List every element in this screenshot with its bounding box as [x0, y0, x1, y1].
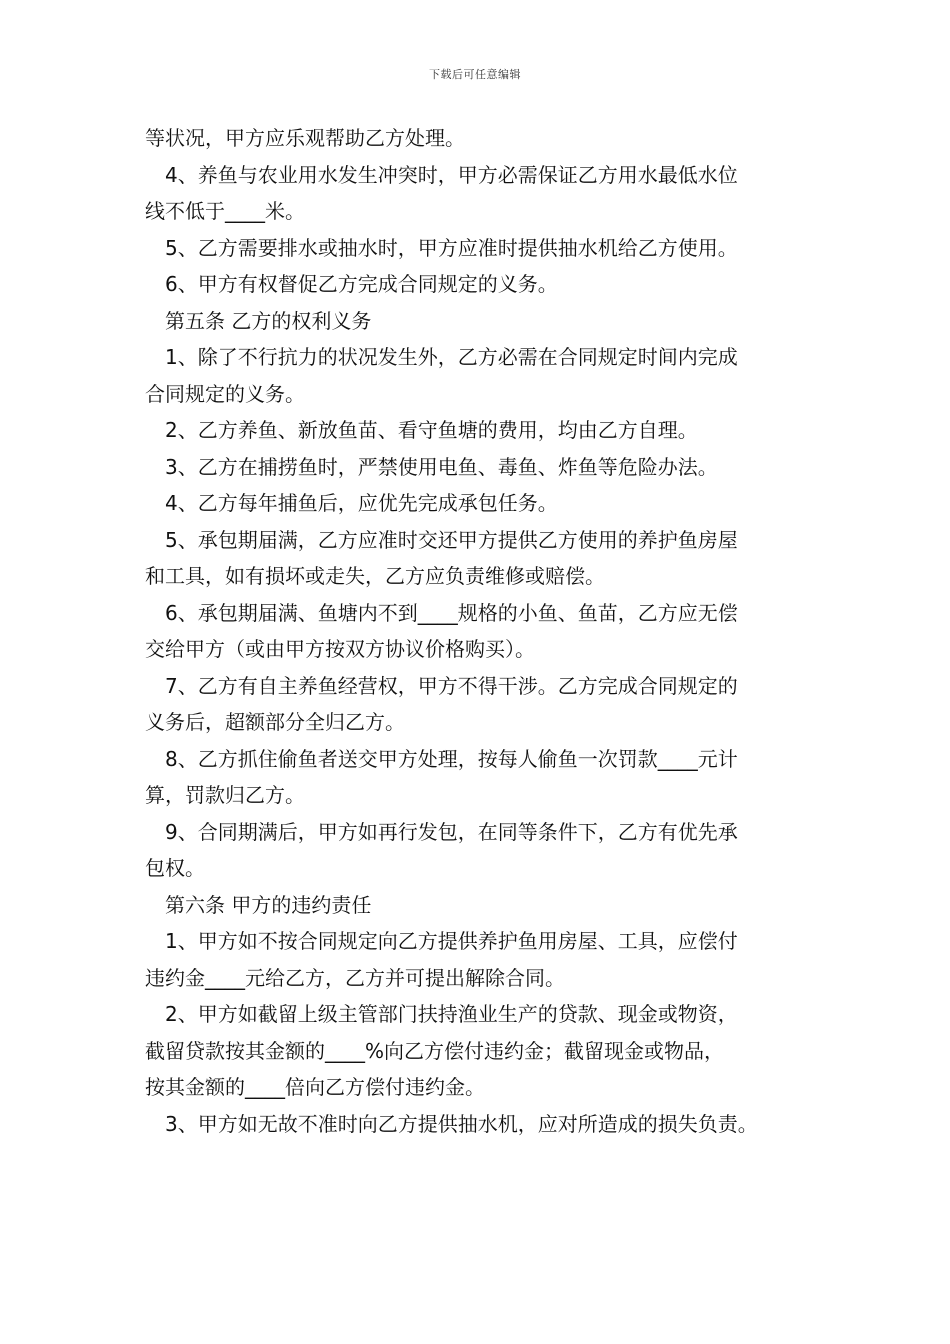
text-line: 6、承包期届满、鱼塘内不到____规格的小鱼、鱼苗，乙方应无偿	[165, 600, 738, 625]
text-line: 6、甲方有权督促乙方完成合同规定的义务。	[165, 272, 558, 296]
text-line: 按其金额的____倍向乙方偿付违约金。	[145, 1075, 485, 1099]
text-line: 8、乙方抓住偷鱼者送交甲方处理，按每人偷鱼一次罚款____元计	[165, 746, 738, 771]
text-line: 2、乙方养鱼、新放鱼苗、看守鱼塘的费用，均由乙方自理。	[165, 418, 698, 442]
text-line: 和工具，如有损坏或走失，乙方应负责维修或赔偿。	[145, 564, 605, 588]
text-line: 3、乙方在捕捞鱼时，严禁使用电鱼、毒鱼、炸鱼等危险办法。	[165, 454, 718, 479]
text-line: 违约金____元给乙方，乙方并可提出解除合同。	[145, 965, 565, 990]
text-line: 义务后，超额部分全归乙方。	[145, 710, 405, 734]
text-line: 线不低于____米。	[145, 199, 305, 223]
text-line: 1、甲方如不按合同规定向乙方提供养护鱼用房屋、工具，应偿付	[165, 929, 738, 953]
text-line: 算，罚款归乙方。	[145, 783, 305, 807]
text-line: 7、乙方有自主养鱼经营权，甲方不得干涉。乙方完成合同规定的	[165, 673, 738, 698]
text-line: 截留贷款按其金额的____%向乙方偿付违约金；截留现金或物品，	[145, 1038, 725, 1063]
text-line: 9、合同期满后，甲方如再行发包，在同等条件下，乙方有优先承	[165, 819, 738, 844]
section-heading: 第五条 乙方的权利义务	[165, 308, 372, 333]
document-body	[145, 120, 825, 1142]
text-line: 1、除了不行抗力的状况发生外，乙方必需在合同规定时间内完成	[165, 345, 738, 369]
text-line: 3、甲方如无故不准时向乙方提供抽水机，应对所造成的损失负责。	[165, 1111, 758, 1136]
text-line: 4、乙方每年捕鱼后，应优先完成承包任务。	[165, 491, 558, 515]
text-line: 等状况，甲方应乐观帮助乙方处理。	[145, 126, 465, 150]
text-line: 4、养鱼与农业用水发生冲突时，甲方必需保证乙方用水最低水位	[165, 162, 738, 187]
text-line: 2、甲方如截留上级主管部门扶持渔业生产的贷款、现金或物资，	[165, 1002, 738, 1026]
text-line: 5、承包期届满，乙方应准时交还甲方提供乙方使用的养护鱼房屋	[165, 527, 738, 552]
text-line: 5、乙方需要排水或抽水时，甲方应准时提供抽水机给乙方使用。	[165, 235, 738, 260]
text-line: 交给甲方（或由甲方按双方协议价格购买）。	[145, 637, 535, 661]
section-heading: 第六条 甲方的违约责任	[165, 892, 372, 917]
text-line: 包权。	[145, 856, 205, 880]
page-header: 下载后可任意编辑	[429, 68, 521, 81]
text-line: 合同规定的义务。	[145, 381, 305, 406]
